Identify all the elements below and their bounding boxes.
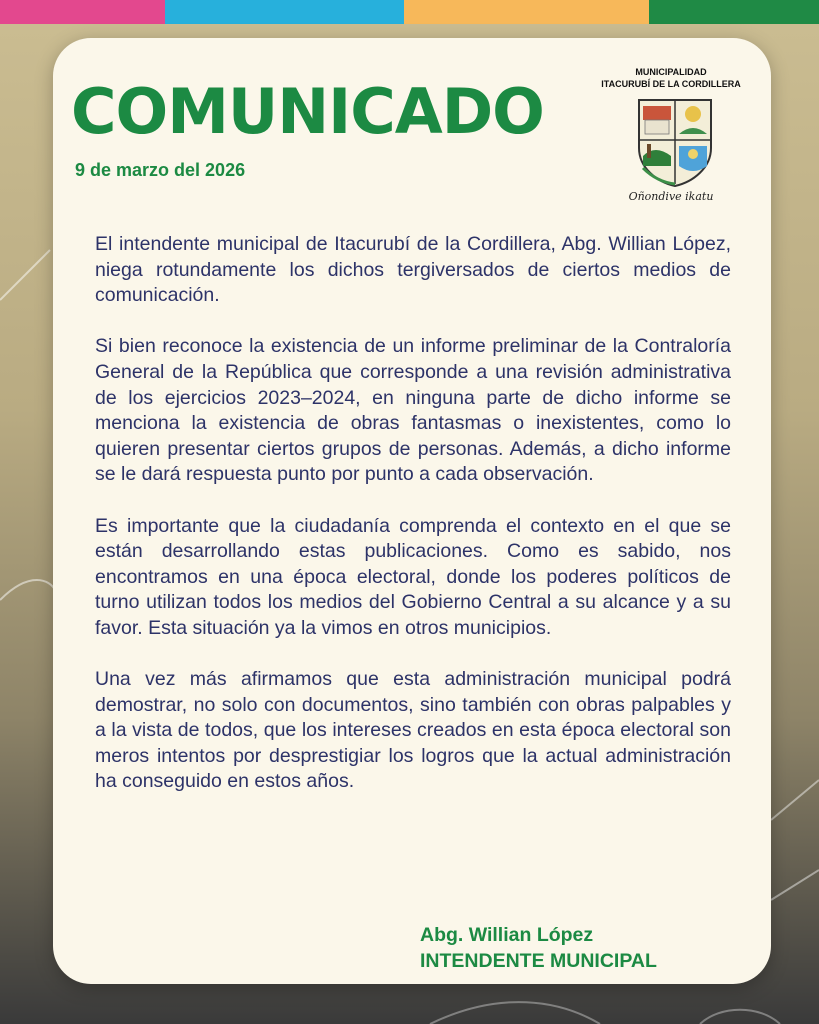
logo-motto: Oñondive ikatu <box>628 190 714 203</box>
logo-line-2: ITACURUBÍ DE LA CORDILLERA <box>601 79 741 89</box>
signature-block <box>420 922 657 974</box>
paragraph-3: Es importante que la ciudadanía comprenda el contexto en el que se están desarrollando estas publicaciones. Como es sabido, nos encontramos en una época electoral, donde los poderes políticos de turno utilizan todos los medios del Gobierno Central a su alcance y a su favor. Esta situación ya la vimos en otros municipios. <box>95 514 731 639</box>
announcement-date: 9 de marzo del 2026 <box>75 160 246 180</box>
announcement-body <box>95 232 731 821</box>
page-title: COMUNICADO <box>71 75 544 148</box>
municipal-shield-icon <box>635 96 715 188</box>
logo-heading <box>601 66 741 90</box>
signature-role: INTENDENTE MUNICIPAL <box>420 950 657 972</box>
paragraph-4: Una vez más afirmamos que esta administración municipal podrá demostrar, no solo con documentos, sino también con obras palpables y a la vista de todos, que los intereses creados en esta época electoral son meros intentos por desprestigiar los logros que la actual administración ha conseguido en estos años. <box>95 668 731 793</box>
paragraph-2: Si bien reconoce la existencia de un informe preliminar de la Contraloría General de la República que corresponde a una revisión administrativa de los ejercicios 2023–2024, en ninguna parte de dicho informe se menciona la existencia de obras fantasmas o inexistentes, como lo quieren presentar ciertos grupos de personas. Además, a dicho informe se le dará respuesta punto por punto a cada observación. <box>95 335 731 486</box>
municipal-logo <box>601 62 741 212</box>
logo-line-1: MUNICIPALIDAD <box>635 67 707 77</box>
signature-name: Abg. Willian López <box>420 924 594 946</box>
paragraph-1: El intendente municipal de Itacurubí de la Cordillera, Abg. Willian López, niega rotundamente los dichos tergiversados de ciertos medios de comunicación. <box>95 233 731 307</box>
announcement-card <box>53 38 771 984</box>
